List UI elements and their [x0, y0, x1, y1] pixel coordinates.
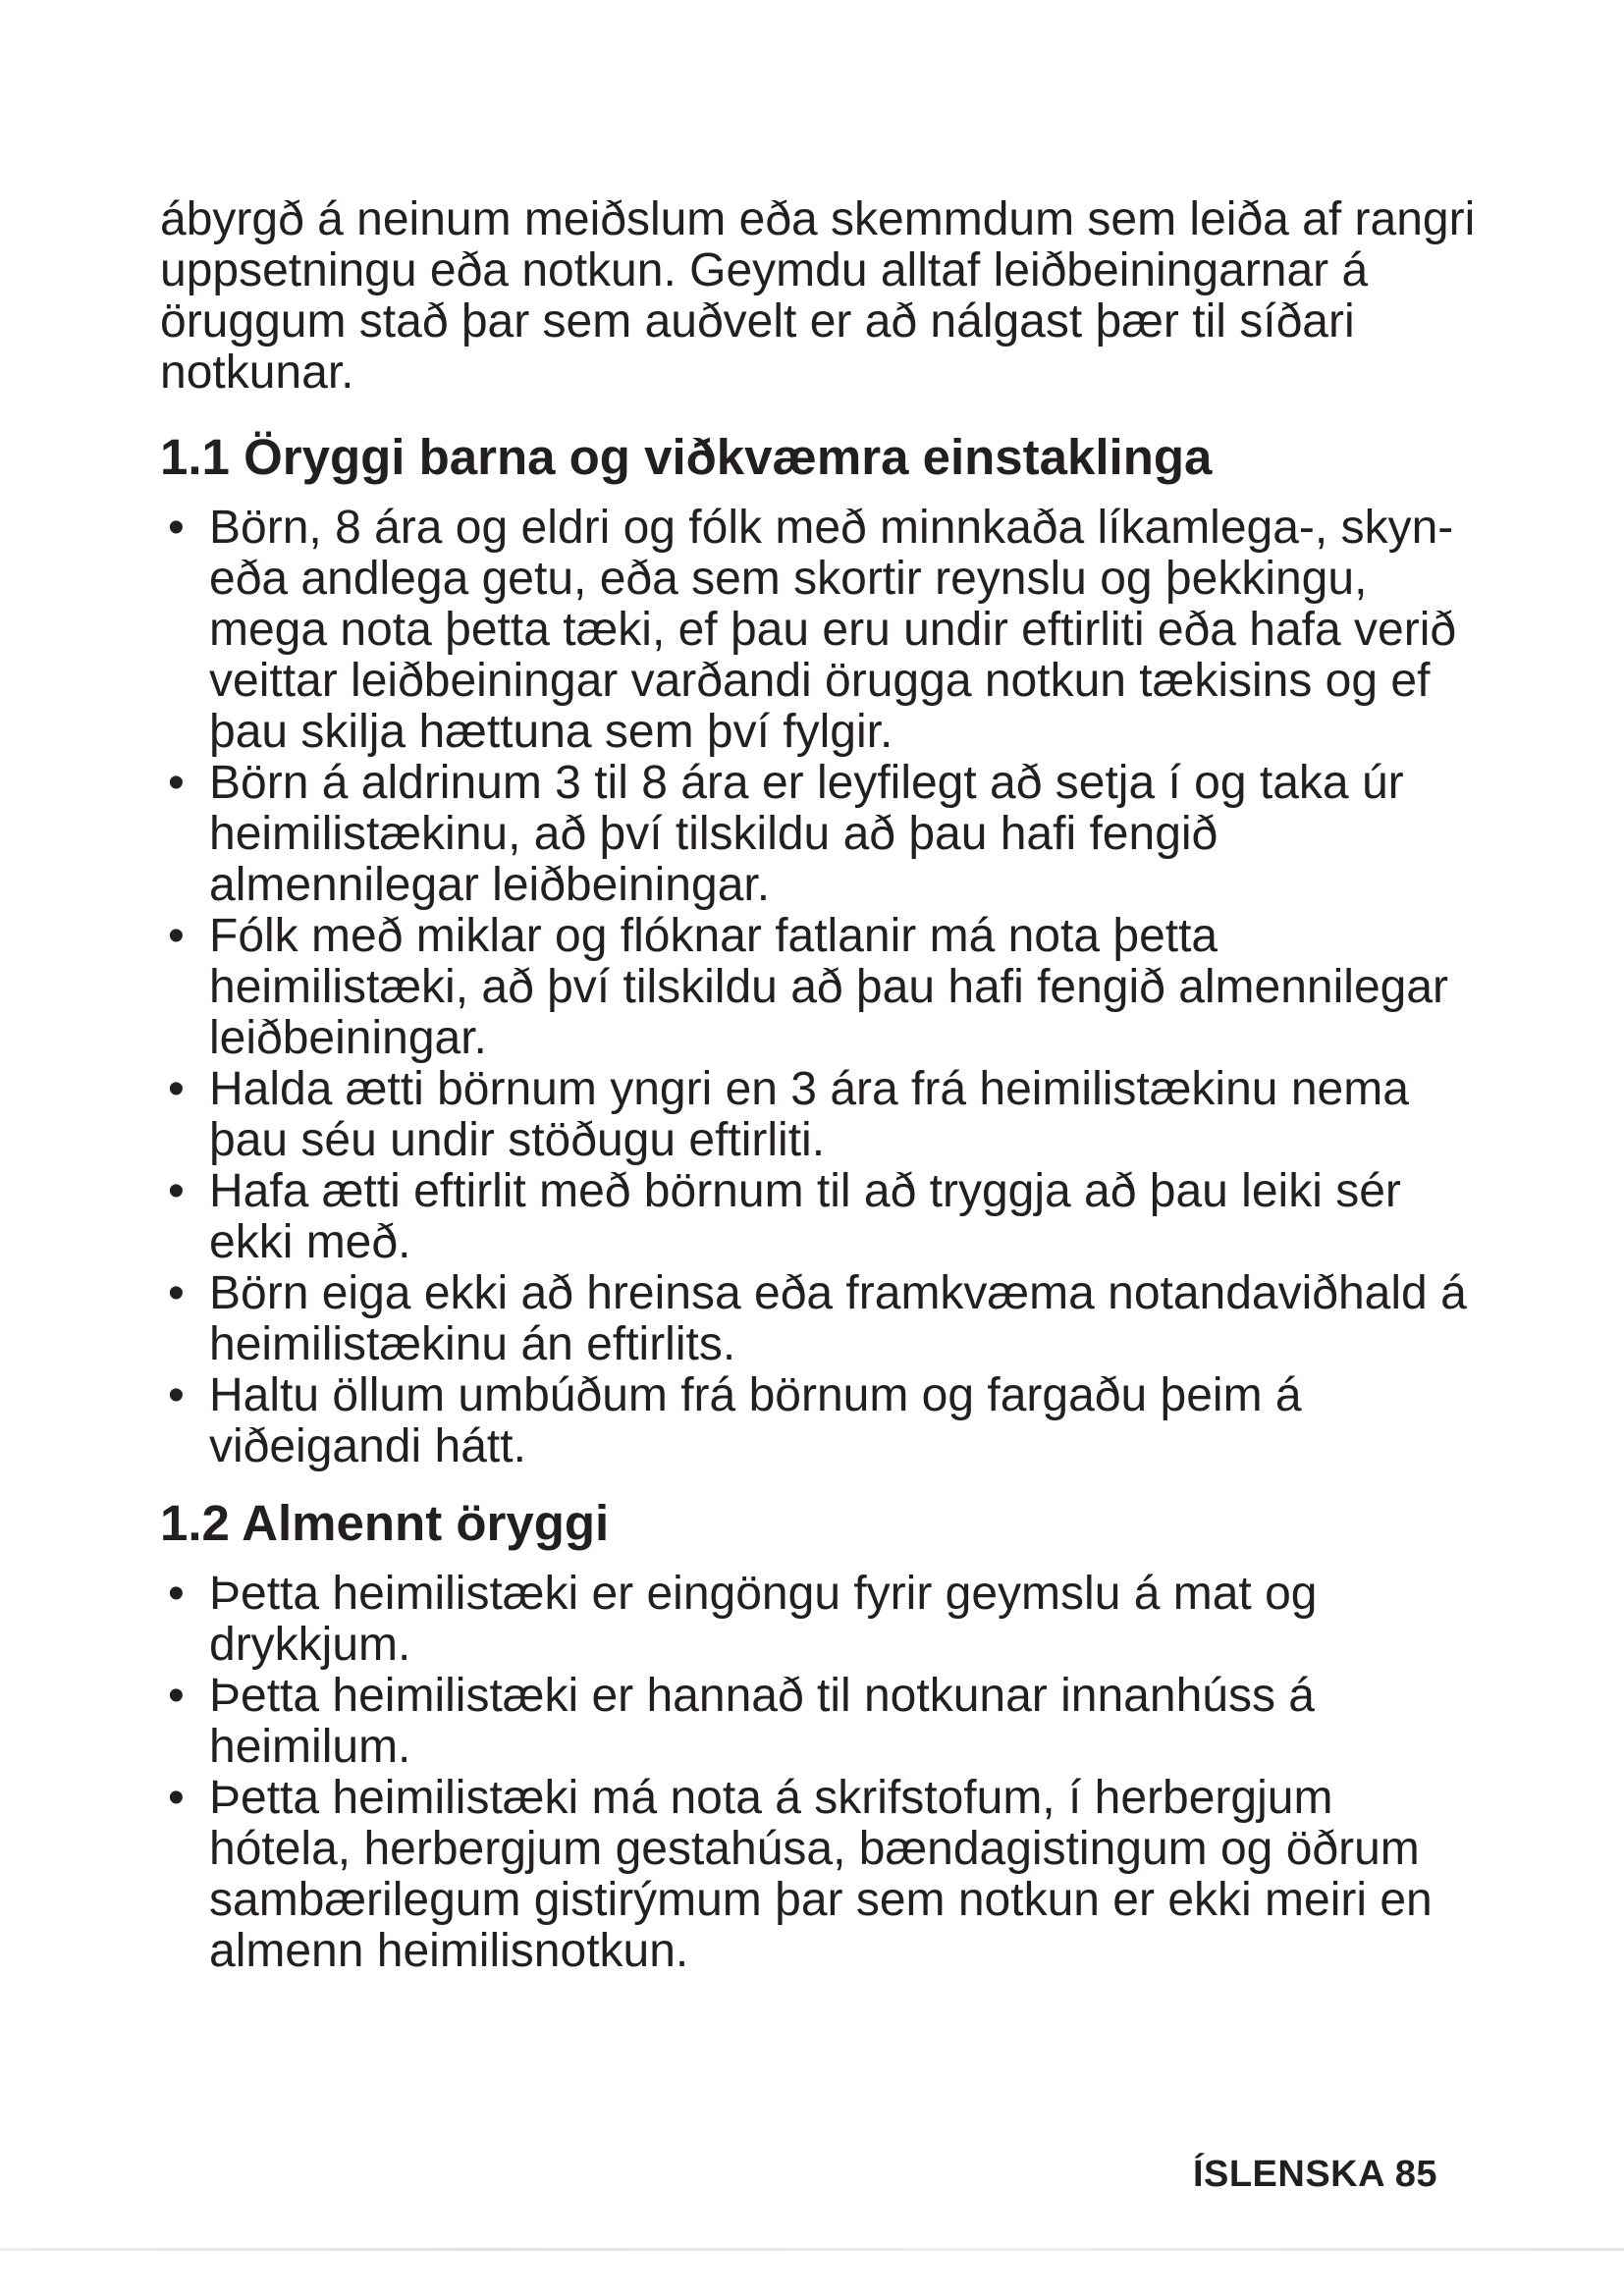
bullet-icon: •: [168, 1772, 185, 1824]
bullet-icon: •: [168, 1063, 185, 1115]
intro-paragraph: ábyrgð á neinum meiðslum eða skemmdum sem leiða af rangri uppsetningu eða notkun. Geymdu alltaf leiðbeiningarnar á öruggum stað þar sem auðvelt er að nálgast þær til síðari notkunar.: [160, 193, 1476, 399]
list-item: • Halda ætti börnum yngri en 3 ára frá heimilistækinu nema þau séu undir stöðugu eftirliti.: [168, 1063, 1409, 1166]
list-item: • Hafa ætti eftirlit með börnum til að tryggja að þau leiki sér ekki með.: [168, 1165, 1401, 1268]
list-item: • Þetta heimilistæki má nota á skrifstofum, í herbergjum hótela, herbergjum gestahúsa, bændagistingum og öðrum sambærilegum gistirýmum þar sem notkun er ekki meiri en almenn heimilisnotkun.: [168, 1772, 1433, 1977]
bullet-icon: •: [168, 1267, 185, 1319]
scan-edge-divider: [0, 2248, 1624, 2251]
bullet-icon: •: [168, 757, 185, 809]
list-item: • Þetta heimilistæki er eingöngu fyrir geymslu á mat og drykkjum.: [168, 1568, 1318, 1671]
bullet-icon: •: [168, 1568, 185, 1620]
list-item: • Fólk með miklar og flóknar fatlanir má nota þetta heimilistæki, að því tilskildu að þau hafi fengið almennilegar leiðbeiningar.: [168, 910, 1449, 1064]
bullet-icon: •: [168, 1165, 185, 1217]
section-1-2-list: [160, 1569, 1481, 1977]
page-body: [160, 194, 1481, 1977]
list-item: • Börn eiga ekki að hreinsa eða framkvæma notandaviðhald á heimilistækinu án eftirlits.: [168, 1267, 1467, 1370]
list-item: • Haltu öllum umbúðum frá börnum og fargaðu þeim á viðeigandi hátt.: [168, 1369, 1302, 1472]
page-footer-label: ÍSLENSKA 85: [1192, 2154, 1437, 2195]
section-1-1-list: [160, 503, 1481, 1472]
list-item: • Börn, 8 ára og eldri og fólk með minnkaða líkamlega-, skyn- eða andlega getu, eða sem skortir reynslu og þekkingu, mega nota þetta tæki, ef þau eru undir eftirliti eða hafa verið veittar leiðbeiningar varðandi örugga notkun tækisins og ef þau skilja hættuna sem því fylgir.: [168, 502, 1457, 758]
list-item: • Börn á aldrinum 3 til 8 ára er leyfilegt að setja í og taka úr heimilistækinu, að því tilskildu að þau hafi fengið almennilegar leiðbeiningar.: [168, 757, 1404, 911]
bullet-icon: •: [168, 502, 185, 554]
section-heading-1-1: 1.1 Öryggi barna og viðkvæmra einstaklinga: [160, 429, 1213, 485]
bullet-icon: •: [168, 910, 185, 962]
bullet-icon: •: [168, 1369, 185, 1421]
list-item: • Þetta heimilistæki er hannað til notkunar innanhúss á heimilum.: [168, 1670, 1315, 1773]
section-heading-1-2: 1.2 Almennt öryggi: [160, 1495, 610, 1551]
bullet-icon: •: [168, 1670, 185, 1722]
